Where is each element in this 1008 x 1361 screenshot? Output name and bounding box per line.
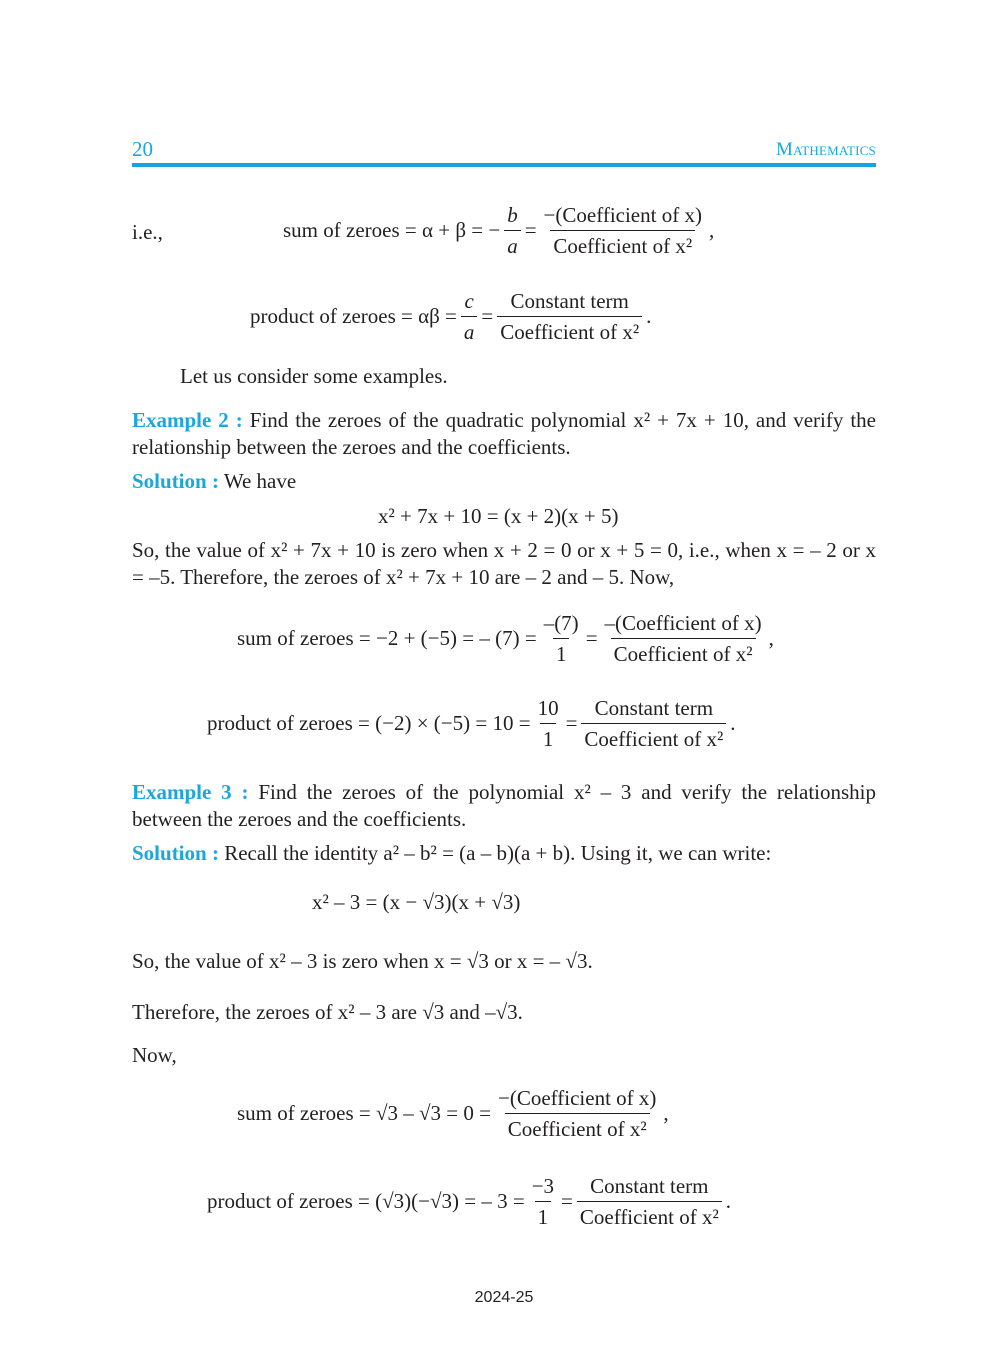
fraction-constant-ratio: $\frac{\text{Constant term}}{\text{Coefficient of x²}}$ — [497, 288, 642, 345]
example-3-zeroes: Therefore, the zeroes of x² – 3 are √3 and –√3. — [132, 1000, 523, 1024]
header-divider — [132, 163, 876, 167]
lead-in-text: Let us consider some examples. — [180, 364, 448, 388]
fraction-b-over-a: $\frac{b}{a}$ — [504, 202, 521, 259]
example-3-product-of-zeroes: product of zeroes = (√3)(−√3) = – 3 = $\frac{-3}{1}$ = $\frac{\text{Constant term}}{\text{Coefficient of x²}}$ . — [207, 1174, 731, 1229]
fraction-c-over-a: $\frac{c}{a}$ — [461, 288, 478, 345]
sum-lhs: sum of zeroes = α + β = − — [283, 218, 501, 242]
example-2-factorization: x² + 7x + 10 = (x + 2)(x + 5) — [378, 504, 619, 528]
example-3-sum-of-zeroes: sum of zeroes = √3 – √3 = 0 = $\frac{\text{−(Coefficient of x)}}{\text{Coefficient of x²}}$ , — [237, 1086, 669, 1141]
product-of-zeroes-formula: product of zeroes = αβ = $\frac{c}{a}$ = $\frac{\text{Constant term}}{\text{Coefficient of x²}}$ . — [250, 289, 652, 344]
ie-label: i.e., — [132, 220, 163, 244]
example-3-label: Example 3 : — [132, 780, 249, 804]
fraction-coefficient-ratio: $\frac{\text{−(Coefficient of x)}}{\text{Coefficient of x²}}$ — [543, 203, 702, 258]
example-2-explanation: So, the value of x² + 7x + 10 is zero when x + 2 = 0 or x + 5 = 0, i.e., when x = – 2 or x = –5. Therefore, the zeroes of x² + 7x + 10 are – 2 and – 5. Now, — [132, 538, 876, 589]
example-3-zero-condition: So, the value of x² – 3 is zero when x = √3 or x = – √3. — [132, 949, 593, 973]
example-2-sum-of-zeroes: sum of zeroes = −2 + (−5) = – (7) = $\frac{-(7)}{1}$ = $\frac{\text{–(Coefficient of x)}}{\text{Coefficient of x²}}$ , — [237, 611, 774, 666]
page-number: 20 — [132, 137, 153, 161]
footer-year: 2024-25 — [474, 1289, 534, 1306]
solution-label: Solution : — [132, 841, 219, 865]
example-3-statement: Example 3 : Find the zeroes of the polynomial x² – 3 and verify the relationship between the zeroes and the coefficients. — [132, 780, 877, 831]
example-2-product-of-zeroes: product of zeroes = (−2) × (−5) = 10 = $\frac{10}{1}$ = $\frac{\text{Constant term}}{\text{Coefficient of x²}}$ . — [207, 696, 736, 751]
example-2-label: Example 2 : — [132, 408, 243, 432]
example-2-solution: Solution : We have — [132, 469, 297, 493]
book-title: Mathematics — [776, 139, 876, 160]
solution-label: Solution : — [132, 469, 219, 493]
sum-of-zeroes-formula: sum of zeroes = α + β = − $\frac{b}{a}$ = $\frac{\text{−(Coefficient of x)}}{\text{Coefficient of x²}}$ , — [283, 203, 715, 258]
example-3-solution: Solution : Recall the identity a² – b² = (a – b)(a + b). Using it, we can write: — [132, 841, 772, 865]
example-3-factorization: x² – 3 = (x − √3)(x + √3) — [312, 890, 521, 914]
example-2-statement: Example 2 : Find the zeroes of the quadratic polynomial x² + 7x + 10, and verify the relationship between the zeroes and the coefficients. — [132, 408, 876, 459]
now-text: Now, — [132, 1043, 177, 1067]
product-lhs: product of zeroes = αβ = — [250, 304, 457, 328]
